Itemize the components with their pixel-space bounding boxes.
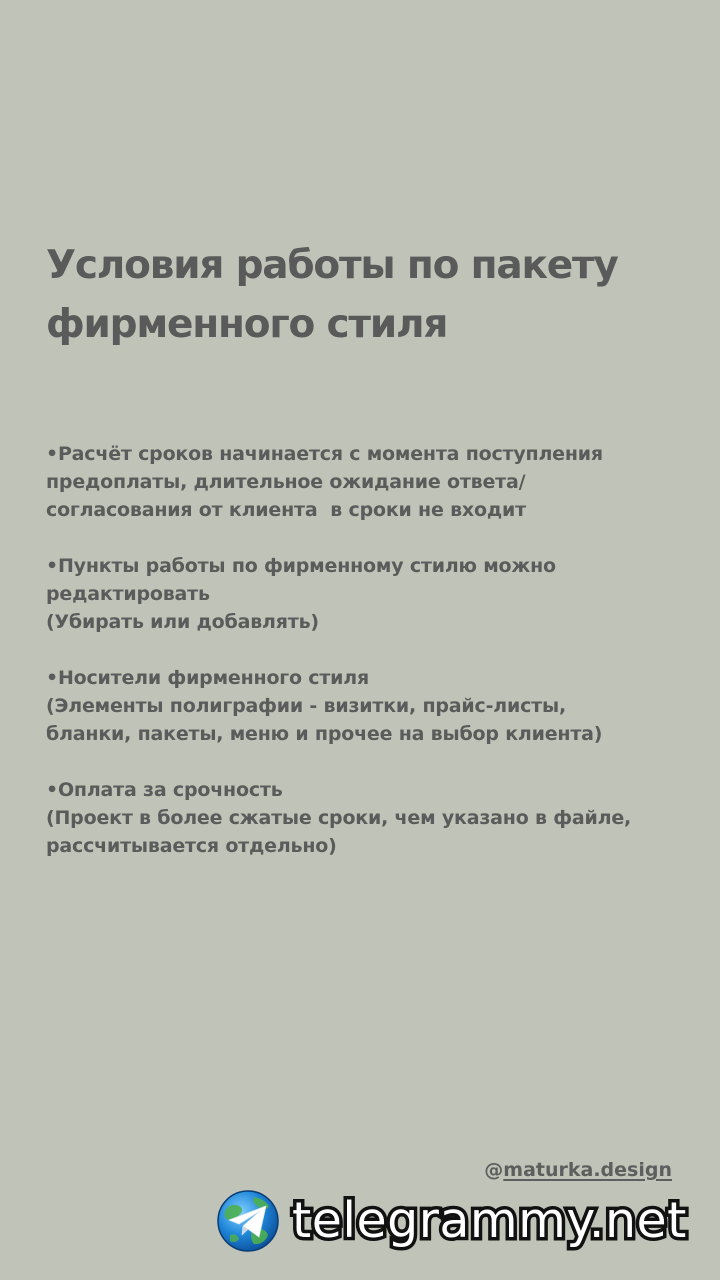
condition-line: •Носители фирменного стиля xyxy=(46,667,370,689)
author-handle[interactable] xyxy=(484,1156,672,1184)
condition-line: предоплаты, длительное ожидание ответа/ xyxy=(46,471,526,493)
condition-line: •Пункты работы по фирменному стилю можно xyxy=(46,555,556,577)
title-line: фирменного стиля xyxy=(46,302,448,347)
condition-item-carriers xyxy=(46,664,686,748)
page-title xyxy=(46,236,686,354)
condition-line: (Убирать или добавлять) xyxy=(46,611,319,633)
condition-line: бланки, пакеты, меню и прочее на выбор клиента) xyxy=(46,723,603,745)
condition-line: (Элементы полиграфии - визитки, прайс-листы, xyxy=(46,695,566,717)
condition-line: •Расчёт сроков начинается с момента поступления xyxy=(46,443,603,465)
title-line: Условия работы по пакету xyxy=(46,243,618,288)
watermark xyxy=(216,1186,687,1256)
condition-item-urgency xyxy=(46,776,686,860)
watermark-text: telegrammy.net xyxy=(292,1192,687,1249)
condition-item-editing xyxy=(46,552,686,636)
condition-line: •Оплата за срочность xyxy=(46,779,283,801)
condition-line: редактировать xyxy=(46,583,210,605)
condition-item-deadlines xyxy=(46,440,686,524)
condition-line: согласования от клиента в сроки не входит xyxy=(46,499,526,521)
handle-link[interactable]: maturka.design xyxy=(503,1159,672,1181)
telegram-globe-icon xyxy=(216,1189,280,1253)
condition-line: (Проект в более сжатые сроки, чем указано в файле, xyxy=(46,807,632,829)
conditions-list xyxy=(46,440,686,888)
condition-line: рассчитывается отдельно) xyxy=(46,835,337,857)
handle-at-sign: @ xyxy=(484,1159,504,1181)
